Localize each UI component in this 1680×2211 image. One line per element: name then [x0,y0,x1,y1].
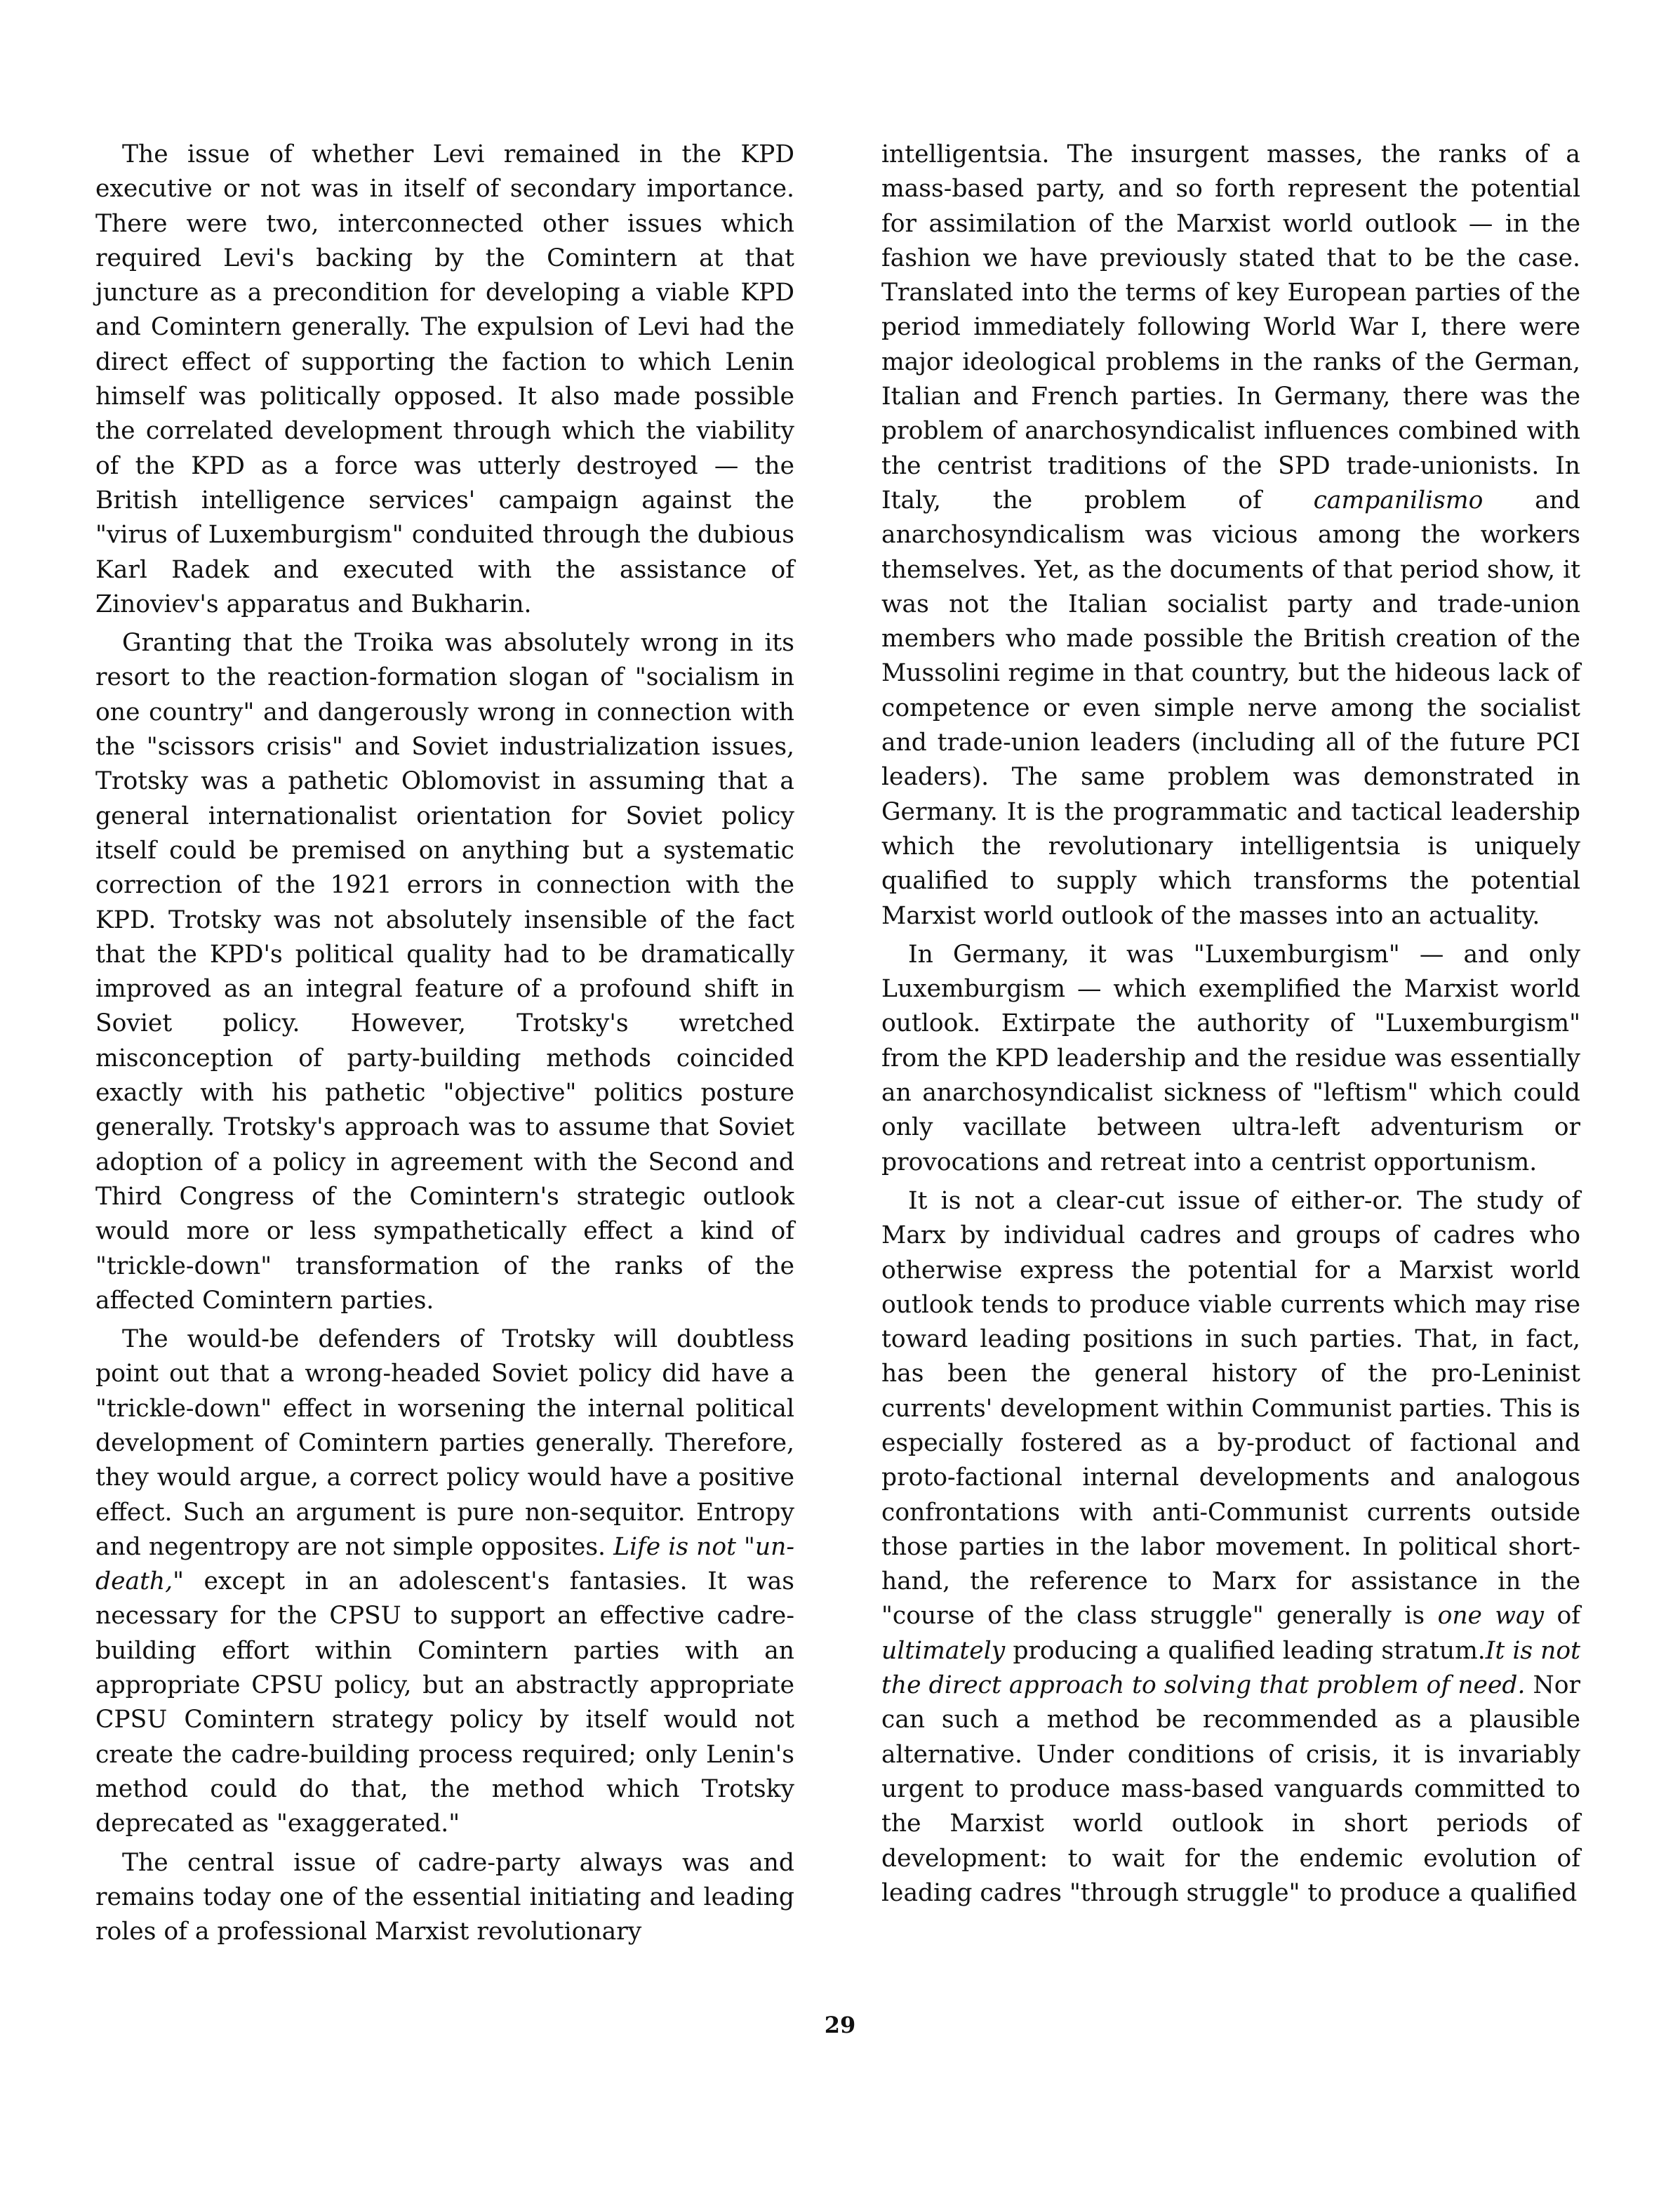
paragraph-text: Nor can such a method be recommended as a plausible alternative. Under conditions of crisis, it is invariably urgent to produce mass-based vanguards committed to the Marxist world outlook in short periods of development: to wait for the endemic evolution of leading cadres "through struggle" to produce a qualified [881,1671,1580,1907]
emphasis-text: ultimately [881,1636,1006,1665]
paragraph-intelligentsia [881,138,1580,934]
paragraph-luxemburgism: In Germany, it was "Luxemburgism" — and only Luxemburgism — which exemplified the Marxist world outlook. Extirpate the authority of "Luxemburgism" from the KPD leadership and the residue was essentially an anarchosyndicalist sickness of "leftism" which could only vacillate between ultra-left adventurism or provocations and retreat into a centrist opportunism. [881,940,1580,1176]
emphasis-text: campanilismo [1313,486,1484,514]
paragraph-text: and anarchosyndicalism was vicious among the workers themselves. Yet, as the documents of that period show, it was not the Italian socialist party and trade-union members who made possible the British creation of the Mussolini regime in that country, but the hideous lack of competence or even simple nerve among the socialist and trade-union leaders (including all of the future PCI leaders). The same problem was demonstrated in Germany. It is the programmatic and tactical leadership which the revolutionary intelligentsia is uniquely qualified to supply which transforms the potential Marxist world outlook of the masses into an actuality. [881,486,1580,930]
paragraph-text: producing a qualified leading stratum. [1005,1636,1486,1665]
page-number: 29 [824,2012,856,2038]
paragraph-either-or [881,1184,1580,1911]
paragraph-levi-issue: The issue of whether Levi remained in the KPD executive or not was in itself of secondary importance. There were two, interconnected other issues which required Levi's backing by the Comintern at that juncture as a precondition for developing a viable KPD and Comintern generally. The expulsion of Levi had the direct effect of supporting the faction to which Lenin himself was politically opposed. It also made possible the correlated development through which the viability of the KPD as a force was utterly destroyed — the British intelligence services' campaign against the "virus of Luxemburgism" conduited through the dubious Karl Radek and executed with the assistance of Zinoviev's apparatus and Bukharin. [95,140,794,618]
paragraph-text: It is not a clear-cut issue of either-or. The study of Marx by individual cadres and groups of cadres who otherwise express the potential for a Marxist world outlook tends to produce viable currents which may rise toward leading positions in such parties. That, in fact, has been the general history of the pro-Leninist currents' development within Communist parties. This is especially fostered as a by-product of factional and proto-factional internal developments and analogous confrontations with anti-Communist currents outside those parties in the labor movement. In political short-hand, the reference to Marx for assistance in the "course of the class struggle" generally is [881,1186,1580,1631]
emphasis-text: Life is not "un-death," [95,1532,794,1596]
left-column [95,138,794,1949]
paragraph-text: intelligentsia. The insurgent masses, the ranks of a mass-based party, and so forth represent the potential for assimilation of the Marxist world outlook — in the fashion we have previously stated that to be the case. Translated into the terms of key European parties of the period immediately following World War I, there were major ideological problems in the ranks of the German, Italian and French parties. In Germany, there was the problem of anarchosyndicalist influences combined with the centrist traditions of the SPD trade-unionists. In Italy, the problem of [881,140,1580,514]
paragraph-text: The would-be defenders of Trotsky will doubtless point out that a wrong-headed Soviet policy did have a "trickle-down" effect in worsening the internal political development of Comintern parties generally. Therefore, they would argue, a correct policy would have a positive effect. Such an argument is pure non-sequitor. Entropy and negentropy are not simple opposites. [95,1325,794,1561]
right-column [881,138,1580,1911]
paragraph-defenders-of-trotsky [95,1322,794,1841]
paragraph-troika: Granting that the Troika was absolutely wrong in its resort to the reaction-formation slogan of "socialism in one country" and dangerously wrong in connection with the "scissors crisis" and Soviet industrialization issues, Trotsky was a pathetic Oblomovist in assuming that a general internationalist orientation for Soviet policy itself could be premised on anything but a systematic correction of the 1921 errors in connection with the KPD. Trotsky was not absolutely insensible of the fact that the KPD's political quality had to be dramatically improved as an integral feature of a profound shift in Soviet policy. However, Trotsky's wretched misconception of party-building methods coincided exactly with his pathetic "objective" politics posture generally. Trotsky's approach was to assume that Soviet adoption of a policy in agreement with the Second and Third Congress of the Comintern's strategic outlook would more or less sympathetically effect a kind of "trickle-down" transformation of the ranks of the affected Comintern parties. [95,629,794,1315]
paragraph-text: of [1544,1602,1581,1631]
paragraph-text: except in an adolescent's fantasies. It was necessary for the CPSU to support an effective cadre-building effort within Comintern parties with an appropriate CPSU policy, but an abstractly appropriate CPSU Comintern strategy policy by itself would not create the cadre-building process required; only Lenin's method could do that, the method which Trotsky deprecated as "exaggerated." [95,1567,794,1838]
emphasis-text: one way [1437,1602,1545,1631]
paragraph-cadre-party: The central issue of cadre-party always was and remains today one of the essential initiating and leading roles of a professional Marxist revolutionary [95,1848,794,1946]
emphasis-text: It is not the direct approach to solving that problem of need. [881,1636,1580,1700]
